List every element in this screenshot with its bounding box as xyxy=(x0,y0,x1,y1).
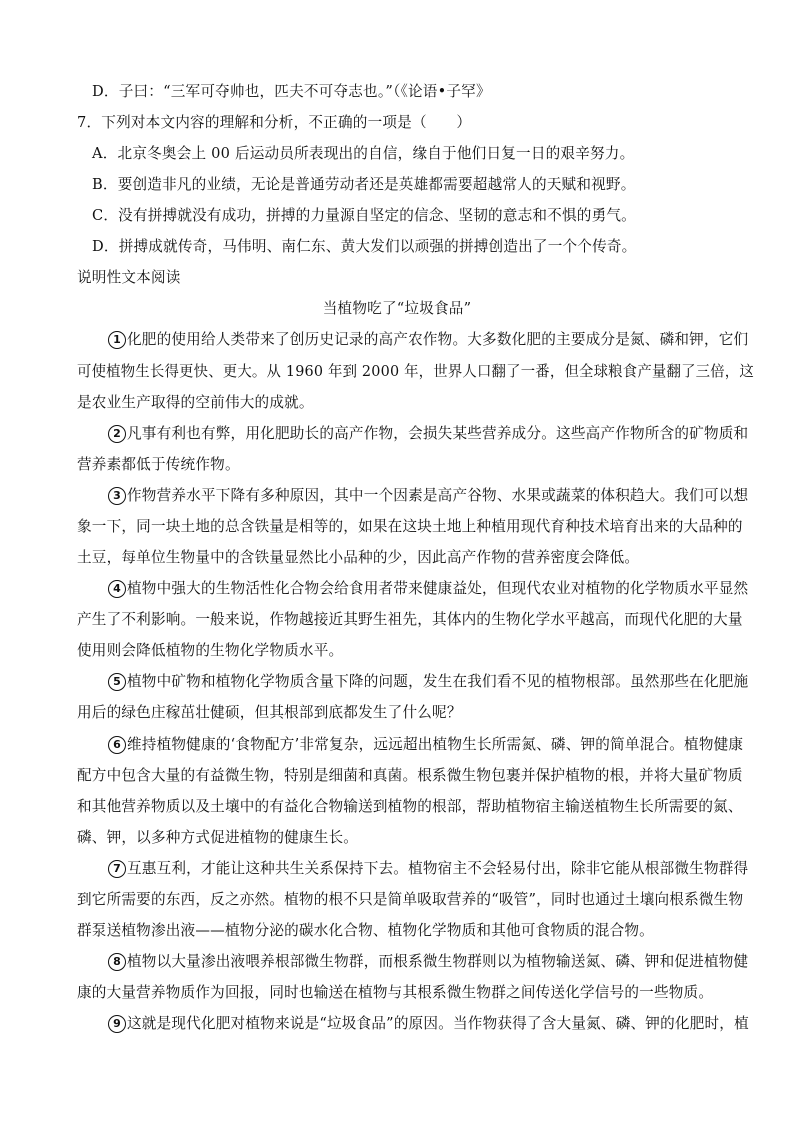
q7-option-b: B．要创造非凡的业绩，无论是普通劳动者还是英雄都需要超越常人的天赋和视野。 xyxy=(92,176,636,193)
paragraph-8-line-2: 康的大量营养物质作为回报，同时也输送在植物与其根系微生物群之间传送化学信号的一些物质。 xyxy=(77,984,714,1001)
paragraph-7-line-3: 群泵送植物渗出液——植物分泌的碳水化合物、植物化学物质和其他可食物质的混合物。 xyxy=(77,922,654,939)
paragraph-4-line-2: 产生了不利影响。一般来说，作物越接近其野生祖先，其体内的生物化学水平越高，而现代化肥的大量 xyxy=(77,611,743,628)
paragraph-number: 7 xyxy=(108,860,126,878)
paragraph-7-line-1: 7 互惠互利，才能让这种共生关系保持下去。植物宿主不会轻易付出，除非它能从根部微生物群得 xyxy=(108,859,748,879)
q7-option-c: C．没有拼搏就没有成功，拼搏的力量源自坚定的信念、坚韧的意志和不惧的勇气。 xyxy=(92,207,636,224)
paragraph-number: 4 xyxy=(108,580,126,598)
paragraph-9-line-1: 9 这就是现代化肥对植物来说是“垃圾食品”的原因。当作物获得了含大量氮、磷、钾的化肥时，植 xyxy=(108,1014,749,1034)
paragraph-1-line-3: 是农业生产取得的空前伟大的成就。 xyxy=(77,394,314,411)
paragraph-number: 2 xyxy=(108,425,126,443)
paragraph-number: 1 xyxy=(108,331,126,349)
paragraph-4-line-3: 使用则会降低植物的生物化学物质水平。 xyxy=(77,642,344,659)
paragraph-7-line-2: 到它所需要的东西，反之亦然。植物的根不只是简单吸取营养的“吸管”，同时也通过土壤向根系微生物 xyxy=(77,891,744,908)
paragraph-5-line-2: 用后的绿色庄稼茁壮健硕，但其根部到底都发生了什么呢？ xyxy=(77,704,462,721)
paragraph-number: 6 xyxy=(108,736,126,754)
paragraph-4-line-1: 4 植物中强大的生物活性化合物会给食用者带来健康益处，但现代农业对植物的化学物质水平显然 xyxy=(108,579,748,599)
paragraph-number: 3 xyxy=(108,487,126,505)
q7-stem: 7．下列对本文内容的理解和分析，不正确的一项是（ ） xyxy=(77,114,472,131)
paragraph-5-line-1: 5 植物中矿物和植物化学物质含量下降的问题，发生在我们看不见的植物根部。虽然那些在化肥施 xyxy=(108,672,748,692)
paragraph-8-line-1: 8 植物以大量渗出液喂养根部微生物群，而根系微生物群则以为植物输送氮、磷、钾和促进植物健 xyxy=(108,952,748,972)
paragraph-6-line-4: 磷、钾，以多种方式促进植物的健康生长。 xyxy=(77,829,359,846)
section-label: 说明性文本阅读 xyxy=(77,269,181,286)
paragraph-number: 8 xyxy=(108,953,126,971)
paragraph-1-line-1: 1 化肥的使用给人类带来了创历史记录的高产农作物。大多数化肥的主要成分是氮、磷和钾，它们 xyxy=(108,330,748,350)
paragraph-2-line-2: 营养素都低于传统作物。 xyxy=(77,456,240,473)
article-title: 当植物吃了“垃圾食品” xyxy=(322,300,472,317)
paragraph-6-line-2: 配方中包含大量的有益微生物，特别是细菌和真菌。根系微生物包裹并保护植物的根，并将大量矿物质 xyxy=(77,767,743,784)
q7-option-d: D．拼搏成就传奇，马伟明、南仁东、黄大发们以顽强的拼搏创造出了一个个传奇。 xyxy=(92,238,637,255)
paragraph-3-line-1: 3 作物营养水平下降有多种原因，其中一个因素是高产谷物、水果或蔬菜的体积趋大。我们可以想 xyxy=(108,486,748,506)
paragraph-6-line-1: 6 维持植物健康的‘食物配方’非常复杂，远远超出植物生长所需氮、磷、钾的简单混合。植物健康 xyxy=(108,735,743,755)
paragraph-3-line-3: 土豆，每单位生物量中的含铁量显然比小品种的少，因此高产作物的营养密度会降低。 xyxy=(77,549,640,566)
paragraph-number: 9 xyxy=(108,1015,126,1033)
paragraph-number: 5 xyxy=(108,673,126,691)
paragraph-3-line-2: 象一下，同一块土地的总含铁量是相等的，如果在这块土地上种植用现代育种技术培育出来的大品种的 xyxy=(77,518,743,535)
q6-option-d: D．子曰：“三军可夺帅也，匹夫不可夺志也。”（《论语•子罕》 xyxy=(92,83,491,100)
q7-option-a: A．北京冬奥会上 00 后运动员所表现出的自信，缘自于他们日复一日的艰辛努力。 xyxy=(92,145,635,162)
paragraph-2-line-1: 2 凡事有利也有弊，用化肥助长的高产作物，会损失某些营养成分。这些高产作物所含的矿物质和 xyxy=(108,424,748,444)
paragraph-1-line-2: 可使植物生长得更快、更大。从 1960 年到 2000 年，世界人口翻了一番，但全球粮食产量翻了三倍，这 xyxy=(77,363,754,380)
paragraph-6-line-3: 和其他营养物质以及土壤中的有益化合物输送到植物的根部，帮助植物宿主输送植物生长所需要的氮、 xyxy=(77,798,743,815)
